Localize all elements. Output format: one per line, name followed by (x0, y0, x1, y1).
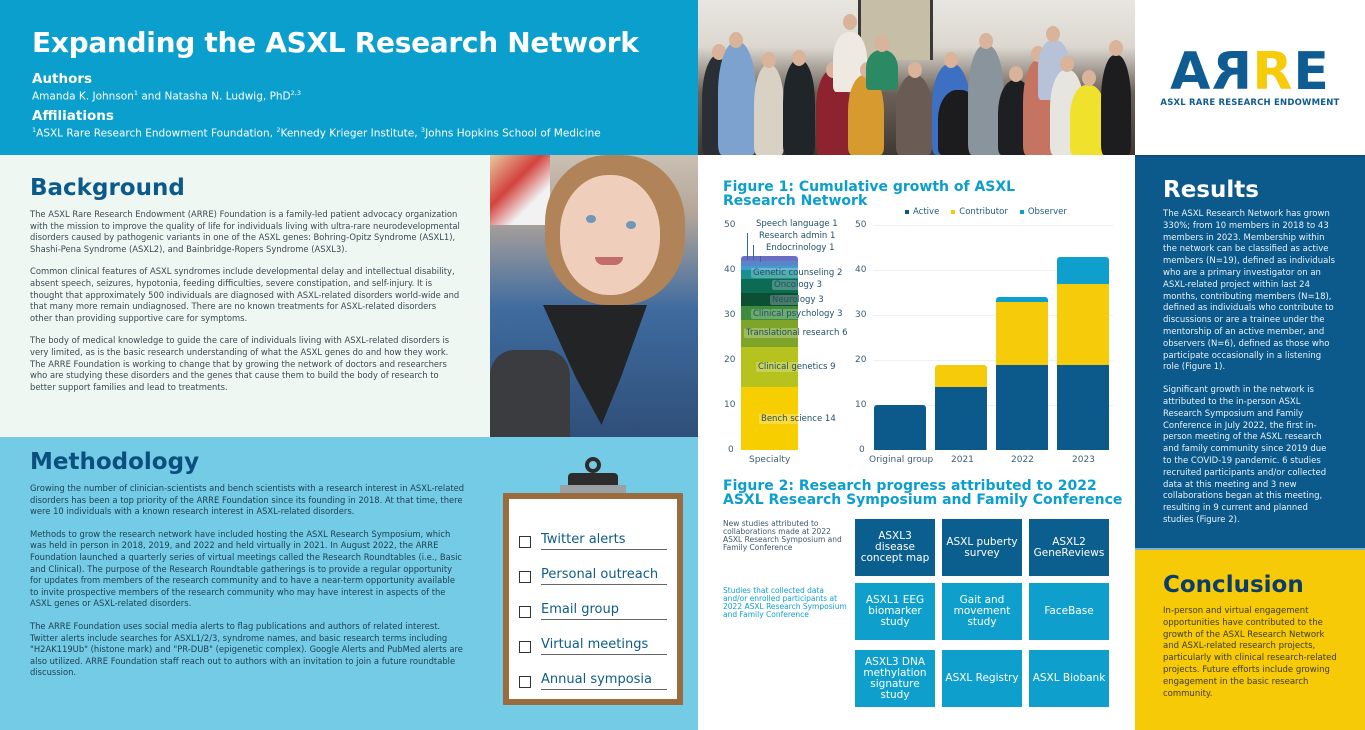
figure1-legend (905, 207, 1067, 217)
figure2-title: Figure 2: Research progress attributed to 2022 ASXL Research Symposium and Family Conference (723, 478, 1123, 508)
clipboard-paper (509, 499, 677, 699)
label-neurology: Neurology 3 (772, 295, 824, 305)
figure2-note-new-studies: New studies attributed to collaborations made at 2022 ASXL Research Symposium and Family Conference (723, 519, 842, 552)
photo-person (1101, 55, 1131, 155)
photo-head (1046, 26, 1060, 42)
arre-logo (1135, 0, 1365, 155)
legend-active: Active (905, 207, 939, 217)
photo-head (908, 62, 922, 78)
clip-ring (585, 457, 601, 473)
photo-person (866, 50, 898, 90)
x-label-2023: 2023 (1072, 455, 1095, 465)
bar-2023-contributor (1057, 284, 1109, 365)
authors-list: Amanda K. Johnson$^1$ and Natasha N. Ludwig, PhD$^{2,3}$ (32, 89, 301, 103)
group-photo (698, 0, 1135, 155)
tile-gait-movement-study: Gait and movement study (942, 583, 1022, 640)
poster-title: Expanding the ASXL Research Network (32, 26, 639, 59)
affiliation-3: Johns Hopkins School of Medicine (425, 127, 601, 139)
tile-asxl-biobank: ASXL Biobank (1029, 650, 1109, 707)
tile-asxl3-concept-map: ASXL3 disease concept map (855, 519, 935, 576)
legend-observer: Observer (1020, 207, 1067, 217)
methodology-title: Methodology (30, 449, 200, 475)
bar-2022-contributor (996, 302, 1048, 365)
background-title: Background (30, 175, 185, 201)
bar-original-active (874, 405, 926, 450)
photo-person (896, 75, 932, 155)
tile-asxl3-methylation-study: ASXL3 DNA methylation signature study (855, 650, 935, 707)
seg-research-admin (741, 261, 798, 266)
methods-checklist-clipboard (503, 493, 683, 705)
checkbox-icon (519, 676, 531, 688)
checklist-item: Annual symposia (519, 655, 667, 690)
photo-face (560, 175, 660, 295)
tile-asxl-registry: ASXL Registry (942, 650, 1022, 707)
figure1-title: Figure 1: Cumulative growth of ASXL Research Network (723, 179, 1016, 209)
photo-head (792, 50, 806, 66)
results-section (1135, 155, 1365, 548)
label-speech-language: Speech language 1 (756, 219, 838, 229)
photo-head (875, 36, 889, 52)
figure2-note-collected-studies: Studies that collected data and/or enrolled participants at 2022 ASXL Research Symposium and Family Conference (723, 586, 847, 619)
x-label-original: Original group (869, 455, 934, 465)
label-clinical-psychology: Clinical psychology 3 (753, 309, 843, 319)
background-text: The ASXL Rare Research Endowment (ARRE) Foundation is a family-led patient advocacy organization with the mission to improve the quality of life for individuals living with ultra-rare neurodevelopmental disorders caused by pathogenic variants in one of the ASXL genes: Bohring-Opitz Syndrome (ASXL1), Shashi-Pena Syndrome (ASXL2), and Bainbridge-Ropers Syndrome (ASXL3). Common clinical features of ASXL syndromes include developmental delay and intellectual disability, absent speech, seizures, hypotonia, feeding difficulties, severe constipation, and self-injury. It is thought that approximately 500 individuals are diagnosed with ASXL-related disorders world-wide and that many more remain undiagnosed. There are no known treatments for ASXL-related disorders other than providing supportive care for symptoms. The body of medical knowledge to guide the care of individuals living with ASXL-related disorders is very limited, as is the basic research understanding of what the ASXL genes do and how they work. The ARRE Foundation is working to change that by growing the network of doctors and researchers who are studying these disorders and the genes that cause them to build the body of research to better support families and lead to treatments. (30, 209, 460, 392)
affiliations-label: Affiliations (32, 107, 114, 124)
photo-smile (595, 257, 623, 265)
tile-facebase: FaceBase (1029, 583, 1109, 640)
results-text: The ASXL Research Network has grown 330%; from 10 members in 2018 to 43 members in 2023. Membership within the network can be classified as active members (N=19), defined as individuals who are a primary investigator on an ASXL-related project within last 24 months, contributing members (N=18), defined as individuals who contribute to discussions or are a trainee under the mentorship of an active member, and observers (N=6), defined as those who participate occasionally in a listening role (Figure 1). Significant growth in the network is attributed to the in-person ASXL Research Symposium and Family Conference in July 2022, the first in-person meeting of the ASXL research and family community since 2019 due to the COVID-19 pandemic. 6 studies recruited participants and/or collected data at this meeting and 3 new collaborations began at this meeting, resulting in 9 current and planned studies (Figure 2). (1163, 209, 1336, 525)
photo-eye (626, 221, 636, 229)
label-translational-research: Translational research 6 (746, 328, 848, 338)
photo-head (1082, 70, 1096, 86)
child-photo (490, 155, 698, 437)
label-clinical-genetics: Clinical genetics 9 (758, 362, 836, 372)
legend-contributor: Contributor (951, 207, 1008, 217)
logo-mark: ARRE (1170, 41, 1330, 102)
bar-2023-active (1057, 365, 1109, 451)
bar-2022-observer (996, 297, 1048, 302)
affiliation-1: ASXL Rare Research Endowment Foundation, (36, 127, 273, 139)
tile-asxl1-eeg-study: ASXL1 EEG biomarker study (855, 583, 935, 640)
photo-person (754, 65, 784, 155)
checkbox-icon (519, 641, 531, 653)
bar-2021-active (935, 387, 987, 450)
poster-header (0, 0, 698, 155)
photo-door (858, 0, 933, 60)
checkbox-icon (519, 571, 531, 583)
photo-head (729, 32, 743, 48)
bar-2022-active (996, 365, 1048, 451)
background-section (0, 155, 490, 437)
checklist-item: Twitter alerts (519, 515, 667, 550)
photo-blanket (490, 350, 570, 437)
photo-head (979, 33, 993, 49)
checkbox-icon (519, 606, 531, 618)
photo-eye (586, 215, 596, 223)
tile-asxl2-genereviews: ASXL2 GeneReviews (1029, 519, 1109, 576)
seg-speech-language (741, 256, 798, 261)
photo-head (762, 52, 776, 68)
affiliations-list: $^1$ASXL Rare Research Endowment Foundation, $^2$Kennedy Krieger Institute, $^3$Johns Hopkins School of Medicine (32, 125, 601, 139)
bar-2021-contributor (935, 365, 987, 388)
photo-head (1109, 40, 1123, 56)
label-genetic-counseling: Genetic counseling 2 (753, 268, 843, 278)
figures-section: Figure 1: Cumulative growth of ASXL Research Network Active Contributor Observer 50 40 30 20 10 0 Speech language 1 Research admin 1 Endocrinology 1 Genetic counseling 2 Oncology 3 Neurology 3 Clinical psychology 3 Translational research 6 Clinical genetics 9 Bench science 14 Specialty 50 40 30 20 10 0 Original group 2021 2022 2023 Figure 2: Research progress attributed to 2022 ASXL Research Symposium and Family Conference New studies attributed to collaborations made at 2022 ASXL Research Symposium and Family Conference Studies that collected data and/or enrolled participants at 2022 ASXL Research Symposium and Family Conference ASXL3 disease concept map ASXL puberty survey ASXL2 GeneReviews ASXL1 EEG biomarker study Gait and movement study FaceBase ASXL3 DNA methylation signature study ASXL Registry ASXL Biobank (698, 155, 1135, 730)
checklist-item: Email group (519, 585, 667, 620)
label-endocrinology: Endocrinology 1 (766, 243, 835, 253)
conclusion-title: Conclusion (1163, 572, 1304, 598)
authors-label: Authors (32, 71, 93, 87)
results-title: Results (1163, 177, 1259, 203)
methodology-text: Growing the number of clinician-scientists and bench scientists with a research interest in ASXL-related disorders has been a top priority of the ARRE Foundation since its founding in 2018. At that time, there were 10 individuals with a known research interest in ASXL-related disorders. Methods to grow the research network have included hosting the ASXL Research Symposium, which was held in person in 2018, 2019, and 2022 and held virtually in 2021. In August 2022, the ARRE Foundation launched a quarterly series of virtual meetings called the Research Roundtables (i.e., Basic and Clinical). The purpose of the Research Roundtable gatherings is to provide a regular opportunity for updates from members of the research community and to have a near-term opportunity available to invite prospective members of the research community who may have interest in aspects of the ASXL genes or ASXL-related disorders. The ARRE Foundation uses social media alerts to flag publications and authors of related interest. Twitter alerts include searches for ASXL1/2/3, syndrome names, and basic research terms including "H2AK119Ub" (histone mark) and "PR-DUB" (epigenetic complex). Google Alerts and PubMed alerts are also utilized. ARRE Foundation staff reach out to authors with an invitation to join a future roundtable discussion. (30, 483, 465, 678)
label-oncology: Oncology 3 (774, 280, 823, 290)
photo-person (718, 42, 756, 155)
x-label-2021: 2021 (951, 455, 974, 465)
checkbox-icon (519, 536, 531, 548)
label-research-admin: Research admin 1 (759, 231, 836, 241)
affiliation-2: Kennedy Krieger Institute, (280, 127, 418, 139)
bar-2023-observer (1057, 257, 1109, 284)
author-1: Amanda K. Johnson (32, 90, 134, 103)
photo-head (1009, 66, 1023, 82)
conclusion-section (1135, 548, 1365, 730)
checklist-item: Virtual meetings (519, 620, 667, 655)
photo-head (843, 14, 857, 30)
specialty-x-label: Specialty (749, 455, 791, 465)
photo-person (783, 60, 815, 155)
photo-head (944, 52, 958, 68)
x-label-2022: 2022 (1011, 455, 1034, 465)
logo-subtitle: ASXL RARE RESEARCH ENDOWMENT (1160, 97, 1340, 108)
conclusion-text: In-person and virtual engagement opportunities have contributed to the growth of the ASXL Research Network and ASXL-related research projects, particularly with clinical research-related projects. Future efforts include growing engagement in the basic research community. (1163, 606, 1337, 699)
author-2: and Natasha N. Ludwig, PhD (141, 90, 291, 103)
label-bench-science: Bench science 14 (761, 414, 836, 424)
photo-background-toys (490, 155, 550, 225)
photo-head (1060, 56, 1074, 72)
checklist-item: Personal outreach (519, 550, 667, 585)
tile-asxl-puberty-survey: ASXL puberty survey (942, 519, 1022, 576)
